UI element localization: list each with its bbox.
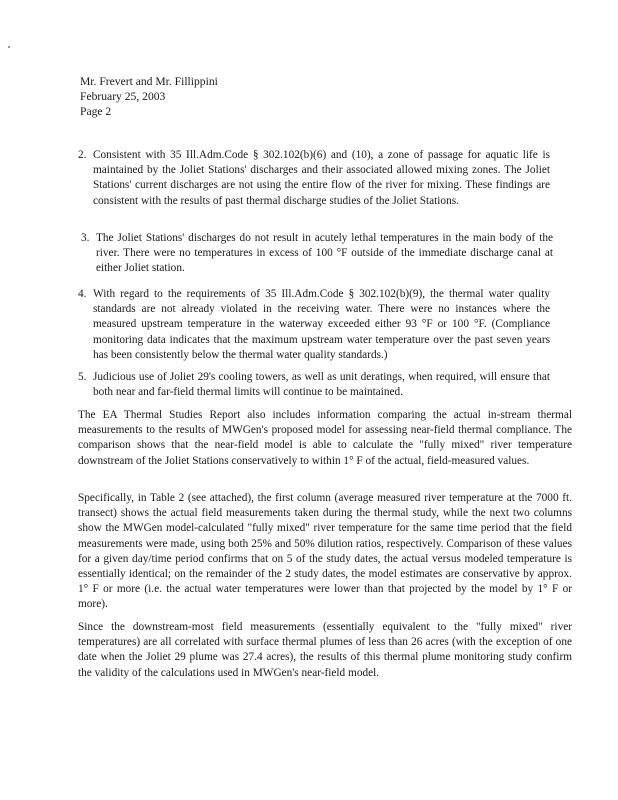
item-text: Consistent with 35 Ill.Adm.Code § 302.102(b)(6) and (10), a zone of passage for aquatic life is maintained by the Joliet Stations' discharges and their associated allowed mixing zones. The Joliet Stations' current discharges are not using the entire flow of the river for mixing. These findings are consistent with the results of past thermal discharge studies of the Joliet Stations. (93, 149, 550, 207)
letter-header (80, 74, 218, 120)
scan-speck (8, 46, 10, 48)
numbered-item-5 (78, 370, 550, 400)
numbered-item-4 (78, 287, 550, 363)
paragraph-table-2-comparison: Specifically, in Table 2 (see attached), the first column (average measured river temperature at the 7000 ft. transect) shows the actual field measurements taken during the thermal study, while the next two columns show the MWGen model-calculated "fully mixed" river temperature for the same time period that the field measurements were made, using both 25% and 50% dilution ratios, respectively. Comparison of these values for a given day/time period confirms that on 5 of the study dates, the actual versus modeled temperature is essentially identical; on the remainder of the 2 study dates, the model estimates are conservative by approx. 1° F or more (i.e. the actual water temperatures were lower than that projected by the model by 1° F or more). (78, 492, 572, 611)
item-number: 4. (78, 288, 87, 300)
header-page-number: Page 2 (80, 105, 112, 119)
item-number: 3. (81, 232, 90, 244)
numbered-item-2 (78, 148, 550, 209)
item-number: 5. (78, 371, 87, 383)
item-number: 2. (78, 149, 87, 161)
paragraph-plume-validation: Since the downstream-most field measurements (essentially equivalent to the "fully mixed" river temperatures) are all correlated with surface thermal plumes of less than 26 acres (with the exception of one date when the Joliet 29 plume was 27.4 acres), the results of this thermal plume monitoring study confirm the validity of the calculations used in MWGen's near-field model. (78, 621, 572, 679)
item-text: With regard to the requirements of 35 Ill.Adm.Code § 302.102(b)(9), the thermal water quality standards are not already violated in the receiving water. There were no instances where the measured upstream temperature in the waterway exceeded either 93 °F or 100 °F. (Compliance monitoring data indicates that the maximum upstream water temperature over the past seven years has been consistently below the thermal water quality standards.) (93, 288, 550, 361)
header-date: February 25, 2003 (80, 90, 166, 104)
header-recipients: Mr. Frevert and Mr. Fillippini (80, 75, 218, 88)
numbered-item-3 (81, 231, 553, 277)
item-text: Judicious use of Joliet 29's cooling towers, as well as unit deratings, when required, will ensure that both near and far-field thermal limits will continue to be maintained. (93, 371, 550, 399)
item-text: The Joliet Stations' discharges do not result in acutely lethal temperatures in the main body of the river. There were no temperatures in excess of 100 °F outside of the immediate discharge canal at either Joliet station. (96, 232, 553, 275)
paragraph-ea-thermal-report: The EA Thermal Studies Report also includes information comparing the actual in-stream thermal measurements to the results of MWGen's proposed model for assessing near-field thermal compliance. The comparison shows that the near-field model is able to calculate the "fully mixed" river temperature downstream of the Joliet Stations conservatively to within 1° F of the actual, field-measured values. (78, 409, 572, 467)
